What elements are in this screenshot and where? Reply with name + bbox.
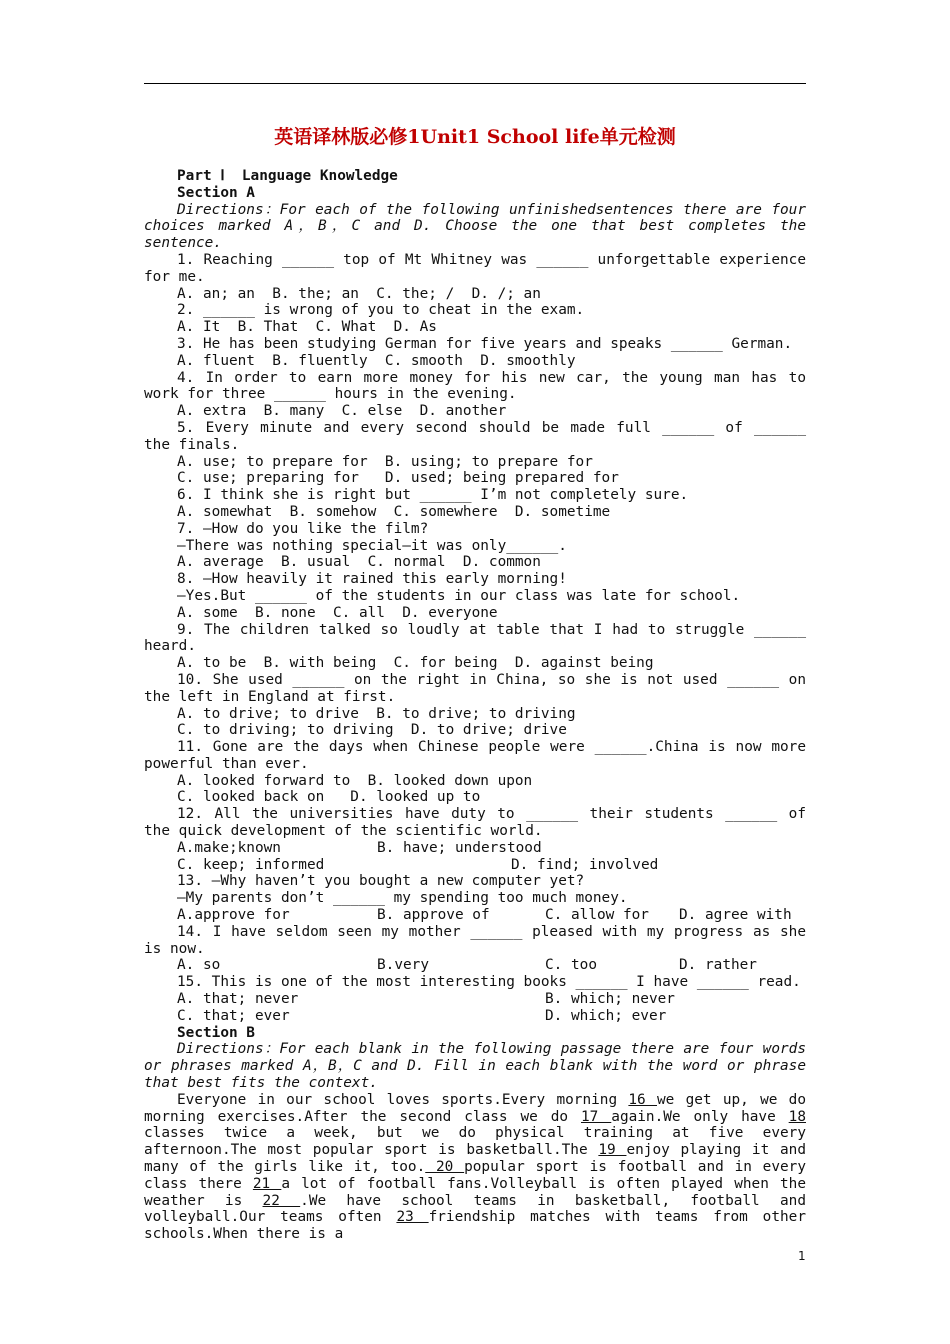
question-15-options-cd [177, 1008, 806, 1025]
question-11-options-cd: C. looked back on D. looked up to [177, 789, 481, 806]
question-5-options-cd: C. use; preparing for D. used; being prepared for [177, 470, 619, 487]
question-11: 11. Gone are the days when Chinese people were ______.China is now more powerful than ever. [144, 739, 806, 772]
question-7-options: A. average B. usual C. normal D. common [177, 554, 541, 571]
option-b: B.very [377, 957, 429, 974]
question-4: 4. In order to earn more money for his new car, the young man has to work for three ______ hours in the evening. [144, 369, 806, 403]
option-a: A. that; never [177, 991, 299, 1008]
blank-17: 17 [581, 1108, 612, 1125]
option-c: C. allow for [545, 907, 649, 924]
option-c: C. that; ever [177, 1007, 290, 1024]
question-14-options [177, 957, 806, 974]
question-12: 12. All the universities have duty to ______ their students ______ of the quick development of the scientific world. [144, 806, 806, 840]
option-d: D. rather [679, 957, 757, 974]
option-d: D. find; involved [511, 856, 659, 873]
blank-16: 16 [628, 1091, 657, 1108]
blank-18: 18 [788, 1108, 806, 1125]
option-b: B. which; never [545, 991, 675, 1008]
part-heading: Part Ⅰ Language Knowledge [177, 168, 398, 184]
question-12-options-cd [177, 857, 806, 874]
question-1: 1. Reaching ______ top of Mt Whitney was ______ unforgettable experience for me. [144, 251, 806, 285]
question-7-reply: —There was nothing special—it was only______. [177, 537, 567, 554]
question-13-reply: —My parents don’t ______ my spending too much money. [177, 890, 628, 907]
question-8-reply: —Yes.But ______ of the students in our class was late for school. [177, 587, 741, 604]
question-2: 2. ______ is wrong of you to cheat in the exam. [177, 302, 585, 319]
question-11-options-ab: A. looked forward to B. looked down upon [177, 772, 533, 789]
section-b-heading: Section B [177, 1024, 255, 1041]
header-rule [144, 83, 806, 84]
question-6-options: A. somewhat B. somehow C. somewhere D. sometime [177, 503, 611, 520]
question-3: 3. He has been studying German for five years and speaks ______ German. [177, 335, 793, 352]
question-13: 13. —Why haven’t you bought a new computer yet? [177, 873, 585, 890]
question-10-options-ab: A. to drive; to drive B. to drive; to driving [177, 705, 576, 722]
option-d: D. agree with [679, 907, 792, 924]
question-3-options: A. fluent B. fluently C. smooth D. smoothly [177, 352, 576, 369]
document-body [144, 168, 806, 1243]
question-8-options: A. some B. none C. all D. everyone [177, 604, 498, 621]
blank-21: 21 [252, 1175, 282, 1192]
question-5: 5. Every minute and every second should be made full ______ of ______ the finals. [144, 419, 806, 453]
question-8: 8. —How heavily it rained this early morning! [177, 571, 567, 588]
document-title: 英语译林版必修1Unit1 School life单元检测 [274, 126, 676, 148]
question-2-options: A. It B. That C. What D. As [177, 319, 437, 336]
option-c: C. keep; informed [177, 856, 325, 873]
question-15: 15. This is one of the most interesting books ______ I have ______ read. [177, 974, 801, 991]
option-b: B. approve of [377, 907, 490, 924]
page-number: 1 [798, 1249, 806, 1263]
option-a: A. so [177, 957, 221, 974]
section-b-directions: Directions：For each blank in the following passage there are four words or phrases marked A，B，C and D. Fill in each blank with the word or phrase that best fits the context. [144, 1041, 806, 1092]
option-b: B. have; understood [377, 839, 542, 856]
blank-23: 23 [396, 1209, 429, 1226]
question-13-options [177, 907, 806, 924]
section-a-directions: Directions：For each of the following unfinishedsentences there are four choices marked A，B，C and D. Choose the one that best completes the sentence. [144, 201, 806, 252]
question-10: 10. She used ______ on the right in China, so she is not used ______ on the left in England at first. [144, 671, 806, 705]
question-1-options: A. an; an B. the; an C. the; / D. /; an [177, 285, 541, 302]
question-7: 7. —How do you like the film? [177, 520, 429, 537]
question-12-options-ab [177, 840, 806, 857]
option-a: A.make;known [177, 839, 281, 856]
question-15-options-ab [177, 991, 806, 1008]
cloze-passage: Everyone in our school loves sports.Every morning 16 we get up, we do morning exercises.After the second class we do 17 again.We only have 18 classes twice a week, but we do physical training at five every afternoon.The most popular sport is basketball.The 19 enjoy playing it and many of the girls like it, too. 20 popular sport is football and in every class there 21 a lot of football fans.Volleyball is often played when the weather is 22 .We have school teams in basketball, football and volleyball.Our teams often 23 friendship matches with teams from other schools.When there is a [144, 1091, 806, 1243]
option-c: C. too [545, 957, 597, 974]
question-9: 9. The children talked so loudly at table that I had to struggle ______ heard. [144, 621, 806, 655]
question-4-options: A. extra B. many C. else D. another [177, 403, 507, 420]
blank-20: 20 [425, 1159, 465, 1176]
question-5-options-ab: A. use; to prepare for B. using; to prepare for [177, 453, 593, 470]
question-6: 6. I think she is right but ______ I’m not completely sure. [177, 487, 689, 504]
question-9-options: A. to be B. with being C. for being D. against being [177, 655, 654, 672]
question-10-options-cd: C. to driving; to driving D. to drive; drive [177, 722, 567, 739]
section-a-heading: Section A [177, 184, 255, 201]
option-a: A.approve for [177, 907, 290, 924]
question-14: 14. I have seldom seen my mother ______ pleased with my progress as she is now. [144, 923, 806, 957]
blank-19: 19 [598, 1142, 627, 1159]
option-d: D. which; ever [545, 1007, 667, 1024]
blank-22: 22 [262, 1192, 301, 1209]
